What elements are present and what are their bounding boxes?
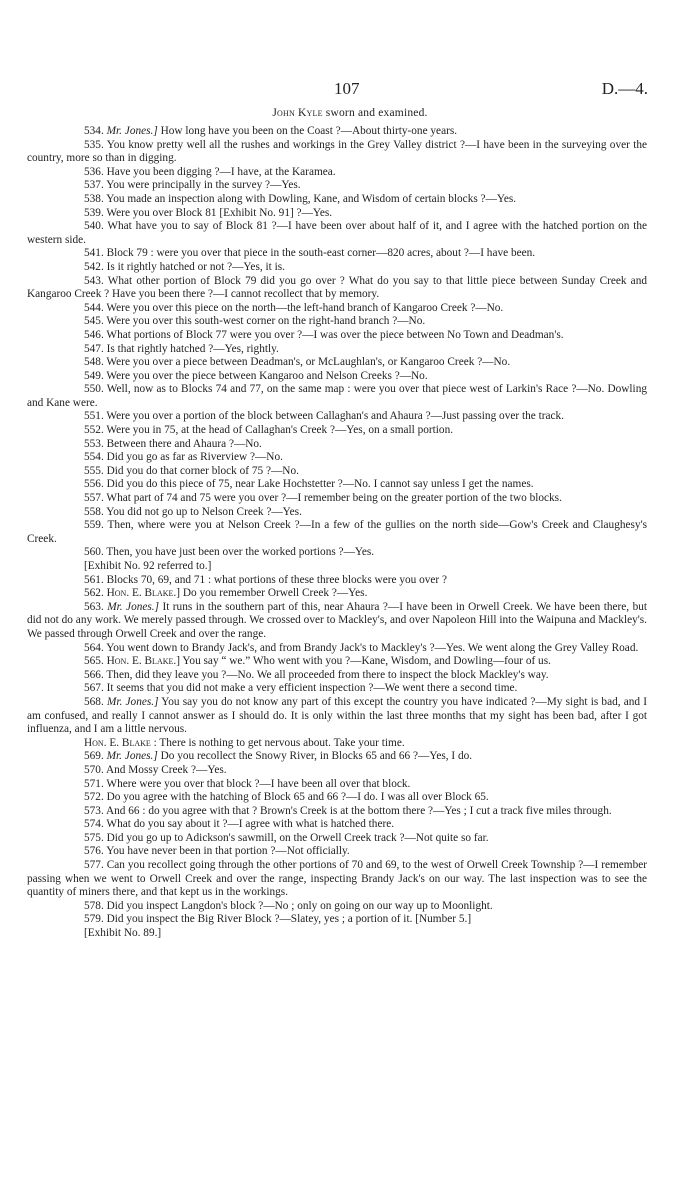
- paragraph-text: Where were you over that block ?—I have been all over that block.: [106, 777, 411, 790]
- question-number: 557.: [84, 492, 104, 505]
- section-title: [0, 107, 700, 119]
- paragraph-text: And Mossy Creek ?—Yes.: [105, 763, 227, 776]
- question-number: 561.: [84, 573, 104, 586]
- paragraph-text: You were principally in the survey ?—Yes.: [106, 179, 301, 192]
- testimony-paragraph: [27, 275, 647, 302]
- question-number: 559.: [84, 519, 104, 532]
- speaker-label: Hon. E. Blake.]: [106, 587, 180, 600]
- question-number: 543.: [84, 274, 104, 287]
- question-number: 576.: [84, 845, 104, 858]
- paragraph-text: You say “ we.” Who went with you ?—Kane, Wisdom, and Dowling—four of us.: [182, 655, 551, 668]
- testimony-paragraph: [27, 410, 647, 424]
- testimony-paragraph: [27, 913, 647, 927]
- question-number: 560.: [84, 546, 104, 559]
- testimony-paragraph: [27, 220, 647, 247]
- question-number: 548.: [84, 356, 104, 369]
- testimony-paragraph: [27, 642, 647, 656]
- question-number: 577.: [84, 859, 104, 872]
- testimony-paragraph: [27, 302, 647, 316]
- paragraph-text: What part of 74 and 75 were you over ?—I remember being on the greater portion of the two blocks.: [106, 492, 562, 505]
- testimony-paragraph: [27, 560, 647, 574]
- paragraph-text: Were you in 75, at the head of Callaghan's Creek ?—Yes, on a small portion.: [106, 424, 454, 437]
- testimony-paragraph: [27, 764, 647, 778]
- paragraph-text: Did you go up to Adickson's sawmill, on the Orwell Creek track ?—Not quite so far.: [106, 831, 489, 844]
- testimony-paragraph: [27, 139, 647, 166]
- paragraph-text: You say you do not know any part of this except the country you have indicated ?—My sight is bad, and I am confused, and really I cannot answer as I should do. It is only within the last three months that my sight has been bad, after I got influenza, and I am a little nervous.: [27, 695, 648, 736]
- testimony-paragraph: [27, 465, 647, 479]
- testimony-paragraph: [27, 424, 647, 438]
- paragraph-text: You know pretty well all the rushes and workings in the Grey Valley district ?—I have been in the surveying over the country, more so than in digging.: [27, 138, 647, 165]
- testimony-paragraph: [27, 927, 647, 941]
- question-number: 555.: [84, 464, 104, 477]
- testimony-body: [27, 125, 647, 941]
- testimony-paragraph: [27, 179, 647, 193]
- question-number: 539.: [84, 206, 104, 219]
- testimony-paragraph: [27, 696, 647, 737]
- question-number: 554.: [84, 451, 104, 464]
- testimony-paragraph: [27, 492, 647, 506]
- paragraph-text: Is that rightly hatched ?—Yes, rightly.: [106, 342, 279, 355]
- paragraph-text: Did you inspect Langdon's block ?—No ; only on going on our way up to Moonlight.: [106, 899, 493, 912]
- testimony-paragraph: [27, 506, 647, 520]
- testimony-paragraph: [27, 438, 647, 452]
- paragraph-text: What portions of Block 77 were you over ?—I was over the piece between No Town and Deadman's.: [106, 328, 564, 341]
- question-number: 540.: [84, 220, 104, 233]
- question-number: 537.: [84, 179, 104, 192]
- question-number: 579.: [84, 913, 104, 926]
- question-number: 567.: [84, 682, 104, 695]
- title-rest: sworn and examined.: [322, 107, 428, 119]
- question-number: 545.: [84, 315, 104, 328]
- paragraph-text: What other portion of Block 79 did you go over ? What do you say to that little piece between Sunday Creek and Kangaroo Creek ? Have you been there ?—I cannot recollect that by memory.: [27, 274, 647, 301]
- question-number: 553.: [84, 437, 104, 450]
- paragraph-text: [Exhibit No. 89.]: [84, 927, 162, 940]
- paragraph-text: Were you over this piece on the north—the left-hand branch of Kangaroo Creek ?—No.: [106, 301, 504, 314]
- paragraph-text: Did you do this piece of 75, near Lake Hochstetter ?—No. I cannot say unless I get the names.: [106, 478, 534, 491]
- paragraph-text: Were you over a piece between Deadman's, or McLaughlan's, or Kangaroo Creek ?—No.: [106, 356, 511, 369]
- paragraph-text: Then, where were you at Nelson Creek ?—In a few of the gullies on the north side—Gow's Creek and Claughesy's Creek.: [27, 519, 647, 545]
- paragraph-text: How long have you been on the Coast ?—About thirty-one years.: [160, 125, 458, 137]
- question-number: 568.: [84, 695, 104, 708]
- paragraph-text: Do you agree with the hatching of Block 65 and 66 ?—I do. I was all over Block 65.: [106, 791, 489, 804]
- testimony-paragraph: [27, 818, 647, 832]
- paragraph-text: And 66 : do you agree with that ? Brown's Creek is at the bottom there ?—Yes ; I cut a track five miles through.: [105, 804, 612, 817]
- paragraph-text: It runs in the southern part of this, near Ahaura ?—I have been in Orwell Creek. We have been there, but did not do any work. We merely passed through. We crossed over to Mackley's, and over Napoleon Hill into the Waipuna and Mackley's. We passed through Orwell Creek and over the range.: [27, 600, 648, 640]
- paragraph-text: Did you do that corner block of 75 ?—No.: [106, 464, 299, 477]
- question-number: 550.: [84, 383, 104, 396]
- question-number: 572.: [84, 791, 104, 804]
- page-number: 107: [334, 79, 360, 98]
- question-number: 566.: [84, 668, 104, 681]
- testimony-paragraph: [27, 832, 647, 846]
- paragraph-text: [Exhibit No. 92 referred to.]: [84, 560, 212, 572]
- paragraph-text: Can you recollect going through the other portions of 70 and 69, to the west of Orwell Creek Township ?—I remember passing when we went to Orwell Creek and over the range, inspecting Brandy Jack's on our way. The last inspection was to see the quantity of miners there, and that kept us in the workings.: [27, 859, 648, 899]
- question-number: 536.: [84, 165, 104, 178]
- paragraph-text: Between there and Ahaura ?—No.: [106, 437, 262, 450]
- testimony-paragraph: [27, 343, 647, 357]
- speaker-label: Mr. Jones.]: [107, 600, 159, 613]
- paragraph-text: You did not go up to Nelson Creek ?—Yes.: [106, 505, 302, 518]
- question-number: 569.: [84, 750, 104, 763]
- speaker-label: Mr. Jones.]: [106, 750, 158, 763]
- question-number: 556.: [84, 478, 104, 491]
- testimony-paragraph: [27, 737, 647, 751]
- testimony-paragraph: [27, 574, 647, 588]
- paragraph-text: Did you go as far as Riverview ?—No.: [106, 451, 283, 464]
- testimony-paragraph: [27, 655, 647, 669]
- question-number: 574.: [84, 818, 104, 831]
- testimony-paragraph: [27, 166, 647, 180]
- testimony-paragraph: [27, 601, 647, 642]
- paragraph-text: Did you inspect the Big River Block ?—Slatey, yes ; a portion of it. [Number 5.]: [106, 913, 472, 926]
- testimony-paragraph: [27, 778, 647, 792]
- paragraph-text: Then, you have just been over the worked portions ?—Yes.: [106, 546, 375, 559]
- paragraph-text: You have never been in that portion ?—Not officially.: [106, 845, 350, 858]
- paragraph-text: What do you say about it ?—I agree with what is hatched there.: [106, 818, 395, 831]
- testimony-paragraph: [27, 845, 647, 859]
- testimony-paragraph: [27, 791, 647, 805]
- paragraph-text: Do you remember Orwell Creek ?—Yes.: [182, 587, 368, 600]
- paragraph-text: Were you over a portion of the block between Callaghan's and Ahaura ?—Just passing over the track.: [106, 410, 564, 423]
- question-number: 564.: [84, 641, 104, 654]
- testimony-paragraph: [27, 682, 647, 696]
- testimony-paragraph: [27, 587, 647, 601]
- testimony-paragraph: [27, 125, 647, 139]
- witness-name: John Kyle: [272, 107, 323, 119]
- testimony-paragraph: [27, 329, 647, 343]
- paragraph-text: Do you recollect the Snowy River, in Blocks 65 and 66 ?—Yes, I do.: [160, 750, 473, 763]
- question-number: 575.: [84, 831, 104, 844]
- question-number: 546.: [84, 328, 104, 341]
- testimony-paragraph: [27, 370, 647, 384]
- testimony-paragraph: [27, 451, 647, 465]
- paragraph-text: Blocks 70, 69, and 71 : what portions of these three blocks were you over ?: [106, 573, 448, 586]
- question-number: 538.: [84, 192, 104, 205]
- testimony-paragraph: [27, 315, 647, 329]
- testimony-paragraph: [27, 519, 647, 546]
- question-number: 547.: [84, 342, 104, 355]
- question-number: 534.: [84, 125, 104, 137]
- question-number: 542.: [84, 260, 104, 273]
- question-number: 562.: [84, 587, 104, 600]
- question-number: 565.: [84, 655, 104, 668]
- paragraph-text: Block 79 : were you over that piece in the south-east corner—820 acres, about ?—I have been.: [106, 247, 536, 260]
- paragraph-text: Is it rightly hatched or not ?—Yes, it is.: [106, 260, 285, 273]
- paragraph-text: Were you over the piece between Kangaroo and Nelson Creeks ?—No.: [106, 369, 428, 382]
- question-number: 558.: [84, 505, 104, 518]
- paragraph-text: What have you to say of Block 81 ?—I have been over about half of it, and I agree with the hatched portion on the western side.: [27, 220, 647, 246]
- testimony-paragraph: [27, 805, 647, 819]
- question-number: 571.: [84, 777, 104, 790]
- paragraph-text: You made an inspection along with Dowling, Kane, and Wisdom of certain blocks ?—Yes.: [106, 192, 517, 205]
- paragraph-text: Were you over this south-west corner on the right-hand branch ?—No.: [106, 315, 426, 328]
- testimony-paragraph: [27, 669, 647, 683]
- question-number: 549.: [84, 369, 104, 382]
- testimony-paragraph: [27, 750, 647, 764]
- testimony-paragraph: [27, 859, 647, 900]
- testimony-paragraph: [27, 247, 647, 261]
- document-code: D.—4.: [601, 79, 648, 98]
- paragraph-text: There is nothing to get nervous about. Take your time.: [159, 736, 405, 749]
- question-number: 541.: [84, 247, 104, 260]
- speaker-label: Mr. Jones.]: [106, 695, 159, 708]
- testimony-paragraph: [27, 193, 647, 207]
- testimony-paragraph: [27, 356, 647, 370]
- paragraph-text: It seems that you did not make a very efficient inspection ?—We went there a second time.: [106, 682, 518, 695]
- question-number: 578.: [84, 899, 104, 912]
- question-number: 563.: [84, 600, 104, 613]
- paragraph-text: Then, did they leave you ?—No. We all proceeded from there to inspect the block Mackley's way.: [106, 668, 549, 681]
- speaker-label: Mr. Jones.]: [106, 125, 158, 137]
- question-number: 570.: [84, 763, 104, 776]
- paragraph-text: Have you been digging ?—I have, at the Karamea.: [106, 165, 336, 178]
- testimony-paragraph: [27, 546, 647, 560]
- testimony-paragraph: [27, 478, 647, 492]
- testimony-paragraph: [27, 383, 647, 410]
- speaker-label: Hon. E. Blake :: [84, 736, 157, 749]
- question-number: 551.: [84, 410, 104, 423]
- question-number: 544.: [84, 301, 104, 314]
- question-number: 535.: [84, 138, 104, 151]
- paragraph-text: Well, now as to Blocks 74 and 77, on the same map : were you over that piece west of Larkin's Race ?—No. Dowling and Kane were.: [27, 383, 647, 409]
- paragraph-text: Were you over Block 81 [Exhibit No. 91] ?—Yes.: [106, 206, 333, 219]
- paragraph-text: You went down to Brandy Jack's, and from Brandy Jack's to Mackley's ?—Yes. We went along the Grey Valley Road.: [106, 641, 639, 654]
- question-number: 573.: [84, 804, 104, 817]
- speaker-label: Hon. E. Blake.]: [106, 655, 180, 668]
- testimony-paragraph: [27, 261, 647, 275]
- testimony-paragraph: [27, 900, 647, 914]
- question-number: 552.: [84, 424, 104, 437]
- testimony-paragraph: [27, 207, 647, 221]
